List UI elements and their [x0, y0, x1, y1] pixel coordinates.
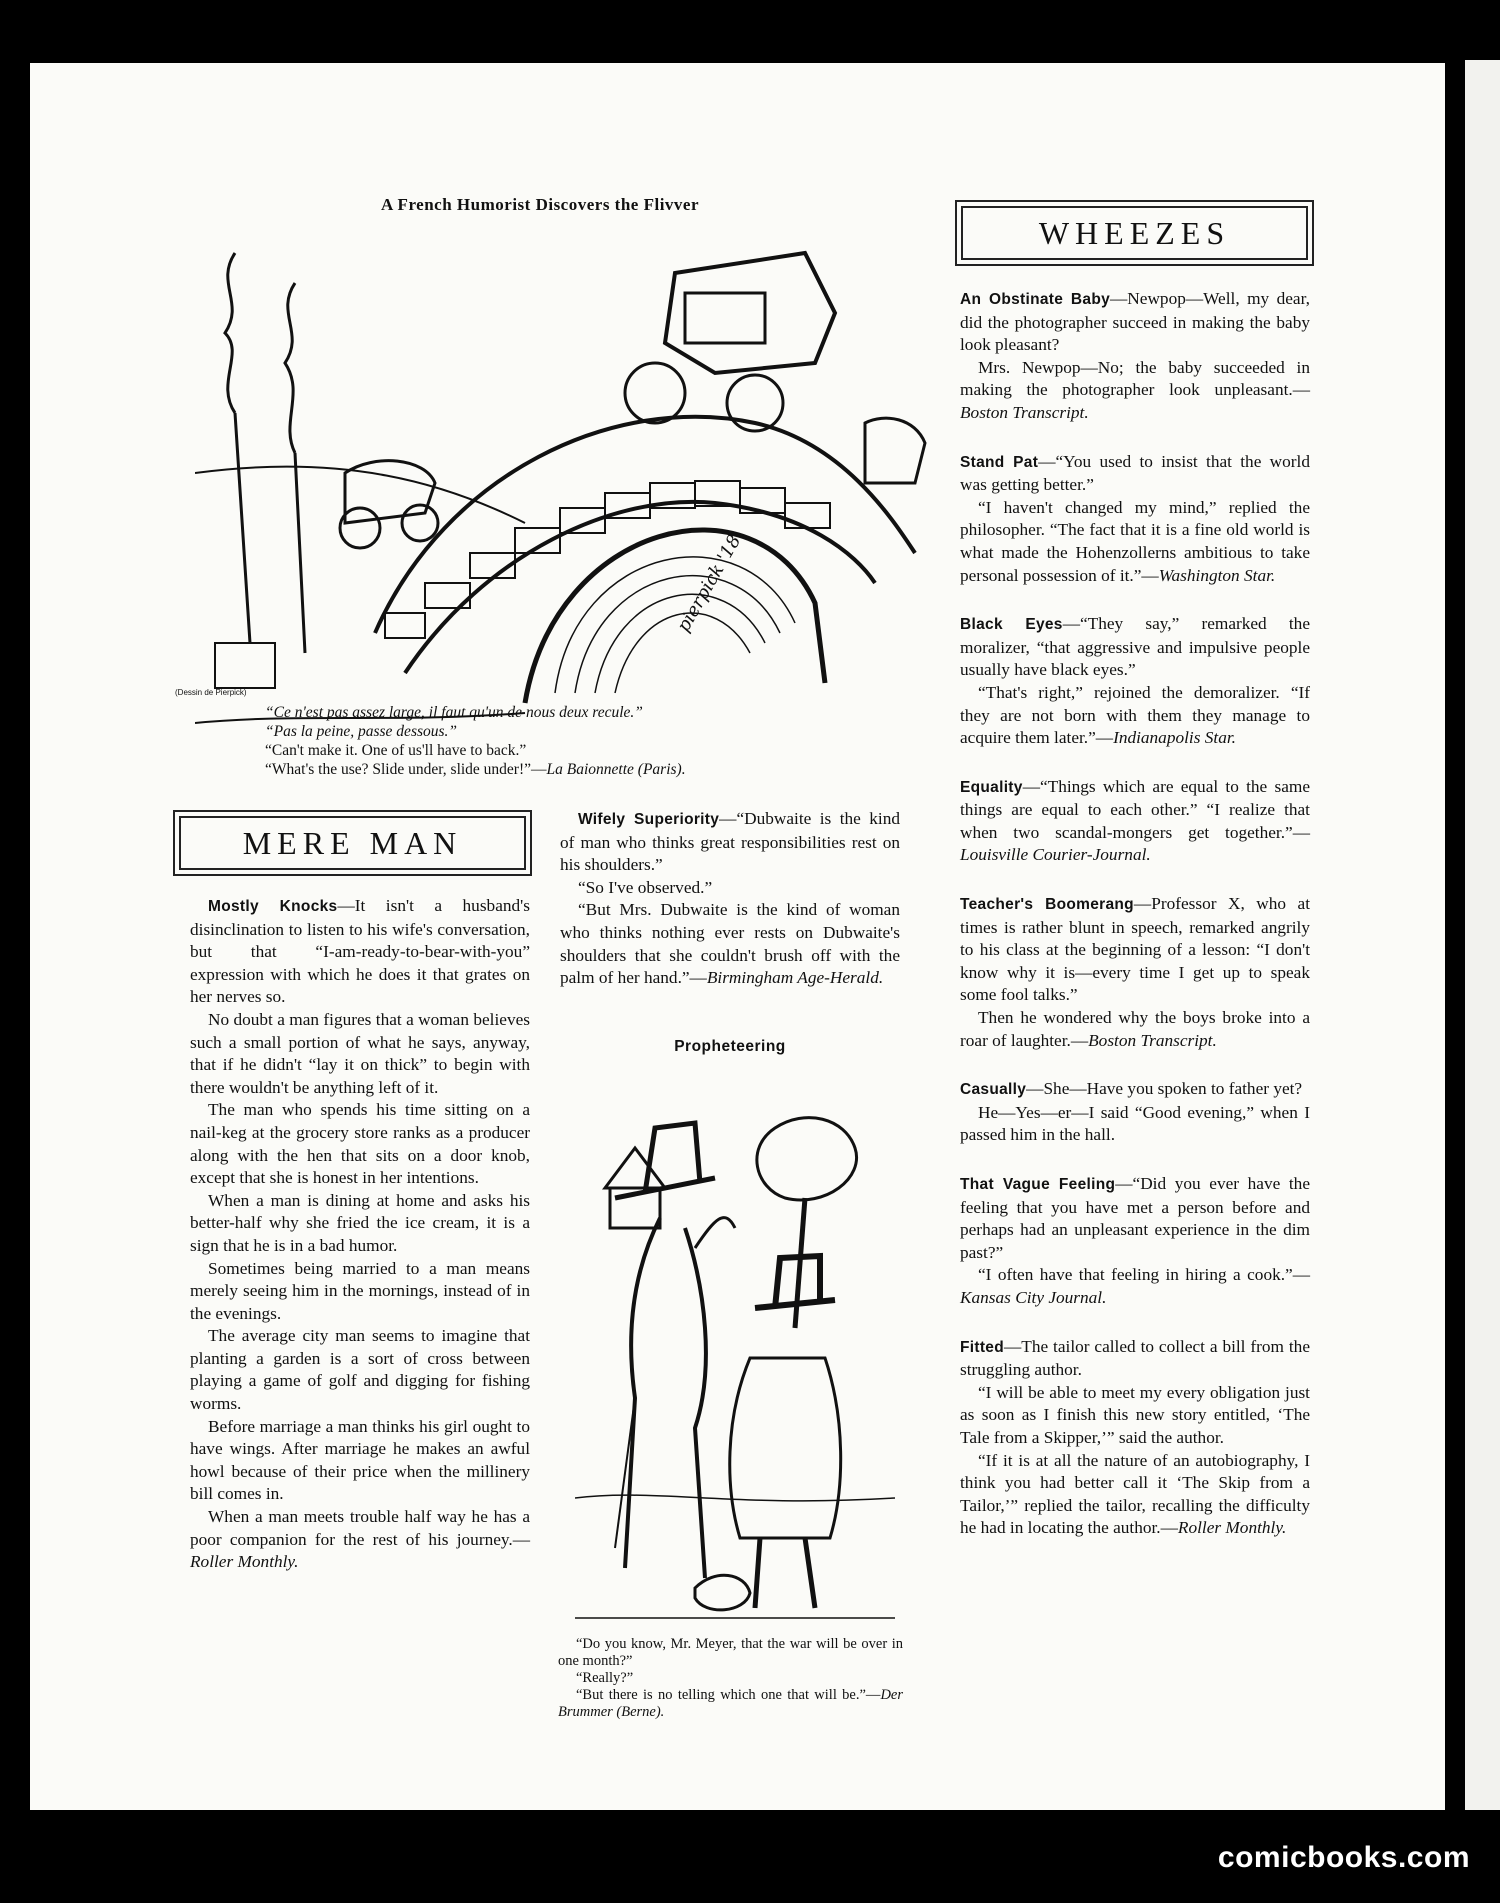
propheteering-cartoon [575, 1068, 895, 1623]
mere-man-column [190, 895, 530, 1574]
mere-man-paragraph: When a man meets trouble half way he has a poor companion for the rest of his journey.—Roller Monthly. [190, 1507, 530, 1572]
mere-man-paragraph: Before marriage a man thinks his girl ought to have wings. After marriage he makes an awful howl because of their price when the millinery bill comes in. [190, 1416, 530, 1504]
wheeze-item: Teacher's Boomerang—Professor X, who at times is rather blunt in speech, remarked angrily to his class at the beginning of a lesson: “I don't know why it is—every time I get up to speak some fool talks.” Then he wondered why the boys broke into a roar of laughter.—Boston Transcript. [960, 894, 1311, 1050]
wheezes-header: WHEEZES [955, 200, 1314, 266]
caption-line-1: “Do you know, Mr. Meyer, that the war will be over in one month?” [558, 1636, 903, 1669]
wifely-column [560, 808, 900, 990]
wheeze-item: Stand Pat—“You used to insist that the world was getting better.” “I haven't changed my mind,” replied the philosopher. “The fact that it is a fine old world is what made the Hohenzollerns ambitious to take personal possession of it.”—Washington Star. [960, 451, 1310, 585]
cartoon-caption [265, 703, 885, 779]
mere-man-paragraph: Mostly Knocks—It isn't a husband's disinclination to listen to his wife's conversation, but that “I-am-ready-to-bear-with-you” expression with which he does it that grates on her nerves so. [190, 896, 530, 1007]
wheezes-column [960, 288, 1310, 1566]
wheeze-item: Equality—“Things which are equal to the same things are equal to each other.” “I realize that when two scandal-mongers get together.”—Louisville Courier-Journal. [960, 776, 1310, 865]
mere-man-paragraph: Sometimes being married to a man means merely seeing him in the mornings, instead of in the evenings. [190, 1258, 530, 1323]
mere-man-paragraph: When a man is dining at home and asks his better-half why she fried the ice cream, it is a sign that he is in a bad humor. [190, 1190, 530, 1255]
wifely-paragraph: “But Mrs. Dubwaite is the kind of woman who thinks nothing ever rests on Dubwaite's shoulders that she couldn't brush off with the palm of her hand.”—Birmingham Age-Herald. [560, 900, 900, 988]
propheteering-title: Propheteering [674, 1038, 786, 1055]
caption-line-3: “Can't make it. One of us'll have to back.” [265, 742, 527, 759]
flivver-cartoon [195, 223, 985, 768]
mere-man-paragraph: The average city man seems to imagine that planting a garden is a sort of cross between playing a game of golf and digging for fishing worms. [190, 1326, 530, 1414]
wheeze-item: That Vague Feeling—“Did you ever have the feeling that you have met a person before and perhaps had an unpleasant experience in the dim past?” “I often have that feeling in hiring a cook.”—Kansas City Journal. [960, 1174, 1310, 1307]
caption-line-3: “But there is no telling which one that will be.”—Der Brummer (Berne). [558, 1687, 903, 1720]
propheteering-caption [558, 1636, 903, 1721]
wifely-paragraph: Wifely Superiority—“Dubwaite is the kind of man who thinks great responsibilities rest on his shoulders.” [560, 809, 900, 875]
cartoon-credit: (Dessin de Pierpick) [175, 688, 247, 697]
mere-man-header: MERE MAN [173, 810, 532, 876]
facing-page-edge [1465, 60, 1500, 1810]
caption-line-2: “Pas la peine, passe dessous.” [265, 723, 458, 740]
caption-line-2: “Really?” [576, 1670, 634, 1686]
wheeze-item: Fitted—The tailor called to collect a bill from the struggling author. “I will be able to meet my every obligation just as soon as I finish this new story entitled, ‘The Tale from a Skipper,’” said the author. “If it is at all the nature of an autobiography, I think you had better call it ‘The Skip from a Tailor,’” replied the tailor, recalling the difficulty he had in locating the author.—Roller Monthly. [960, 1336, 1310, 1538]
wifely-paragraph: “So I've observed.” [578, 877, 713, 897]
site-watermark: comicbooks.com [1217, 1841, 1470, 1874]
wheeze-item: Black Eyes—“They say,” remarked the moralizer, “that aggressive and impulsive people usually have black eyes.” “That's right,” rejoined the demoralizer. “If they are not born with them they manage to acquire them later.”—Indianapolis Star. [960, 614, 1310, 748]
wheeze-item: An Obstinate Baby—Newpop—Well, my dear, did the photographer succeed in making the baby look pleasant? Mrs. Newpop—No; the baby succeeded in making the photographer look unpleasant.—Boston Transcript. [960, 289, 1310, 422]
magazine-page [30, 63, 1445, 1810]
cartoon-title: A French Humorist Discovers the Flivver [380, 195, 700, 214]
artist-signature: pierpick '18 [673, 531, 746, 636]
caption-line-4: “What's the use? Slide under, slide under!”—La Baionnette (Paris). [265, 761, 686, 778]
caption-line-1: “Ce n'est pas assez large, il faut qu'un de nous deux recule.” [265, 704, 643, 721]
mere-man-paragraph: The man who spends his time sitting on a nail-keg at the grocery store ranks as a producer along with the hen that sits on a door knob, except that she is honest in her intentions. [190, 1100, 530, 1188]
mere-man-paragraph: No doubt a man figures that a woman believes such a small portion of what he says, anyway, that if he didn't “lay it on thick” to begin with there wouldn't be anything left of it. [190, 1009, 530, 1097]
wheeze-item: Casually—She—Have you spoken to father yet? He—Yes—er—I said “Good evening,” when I passed him in the hall. [960, 1079, 1310, 1145]
